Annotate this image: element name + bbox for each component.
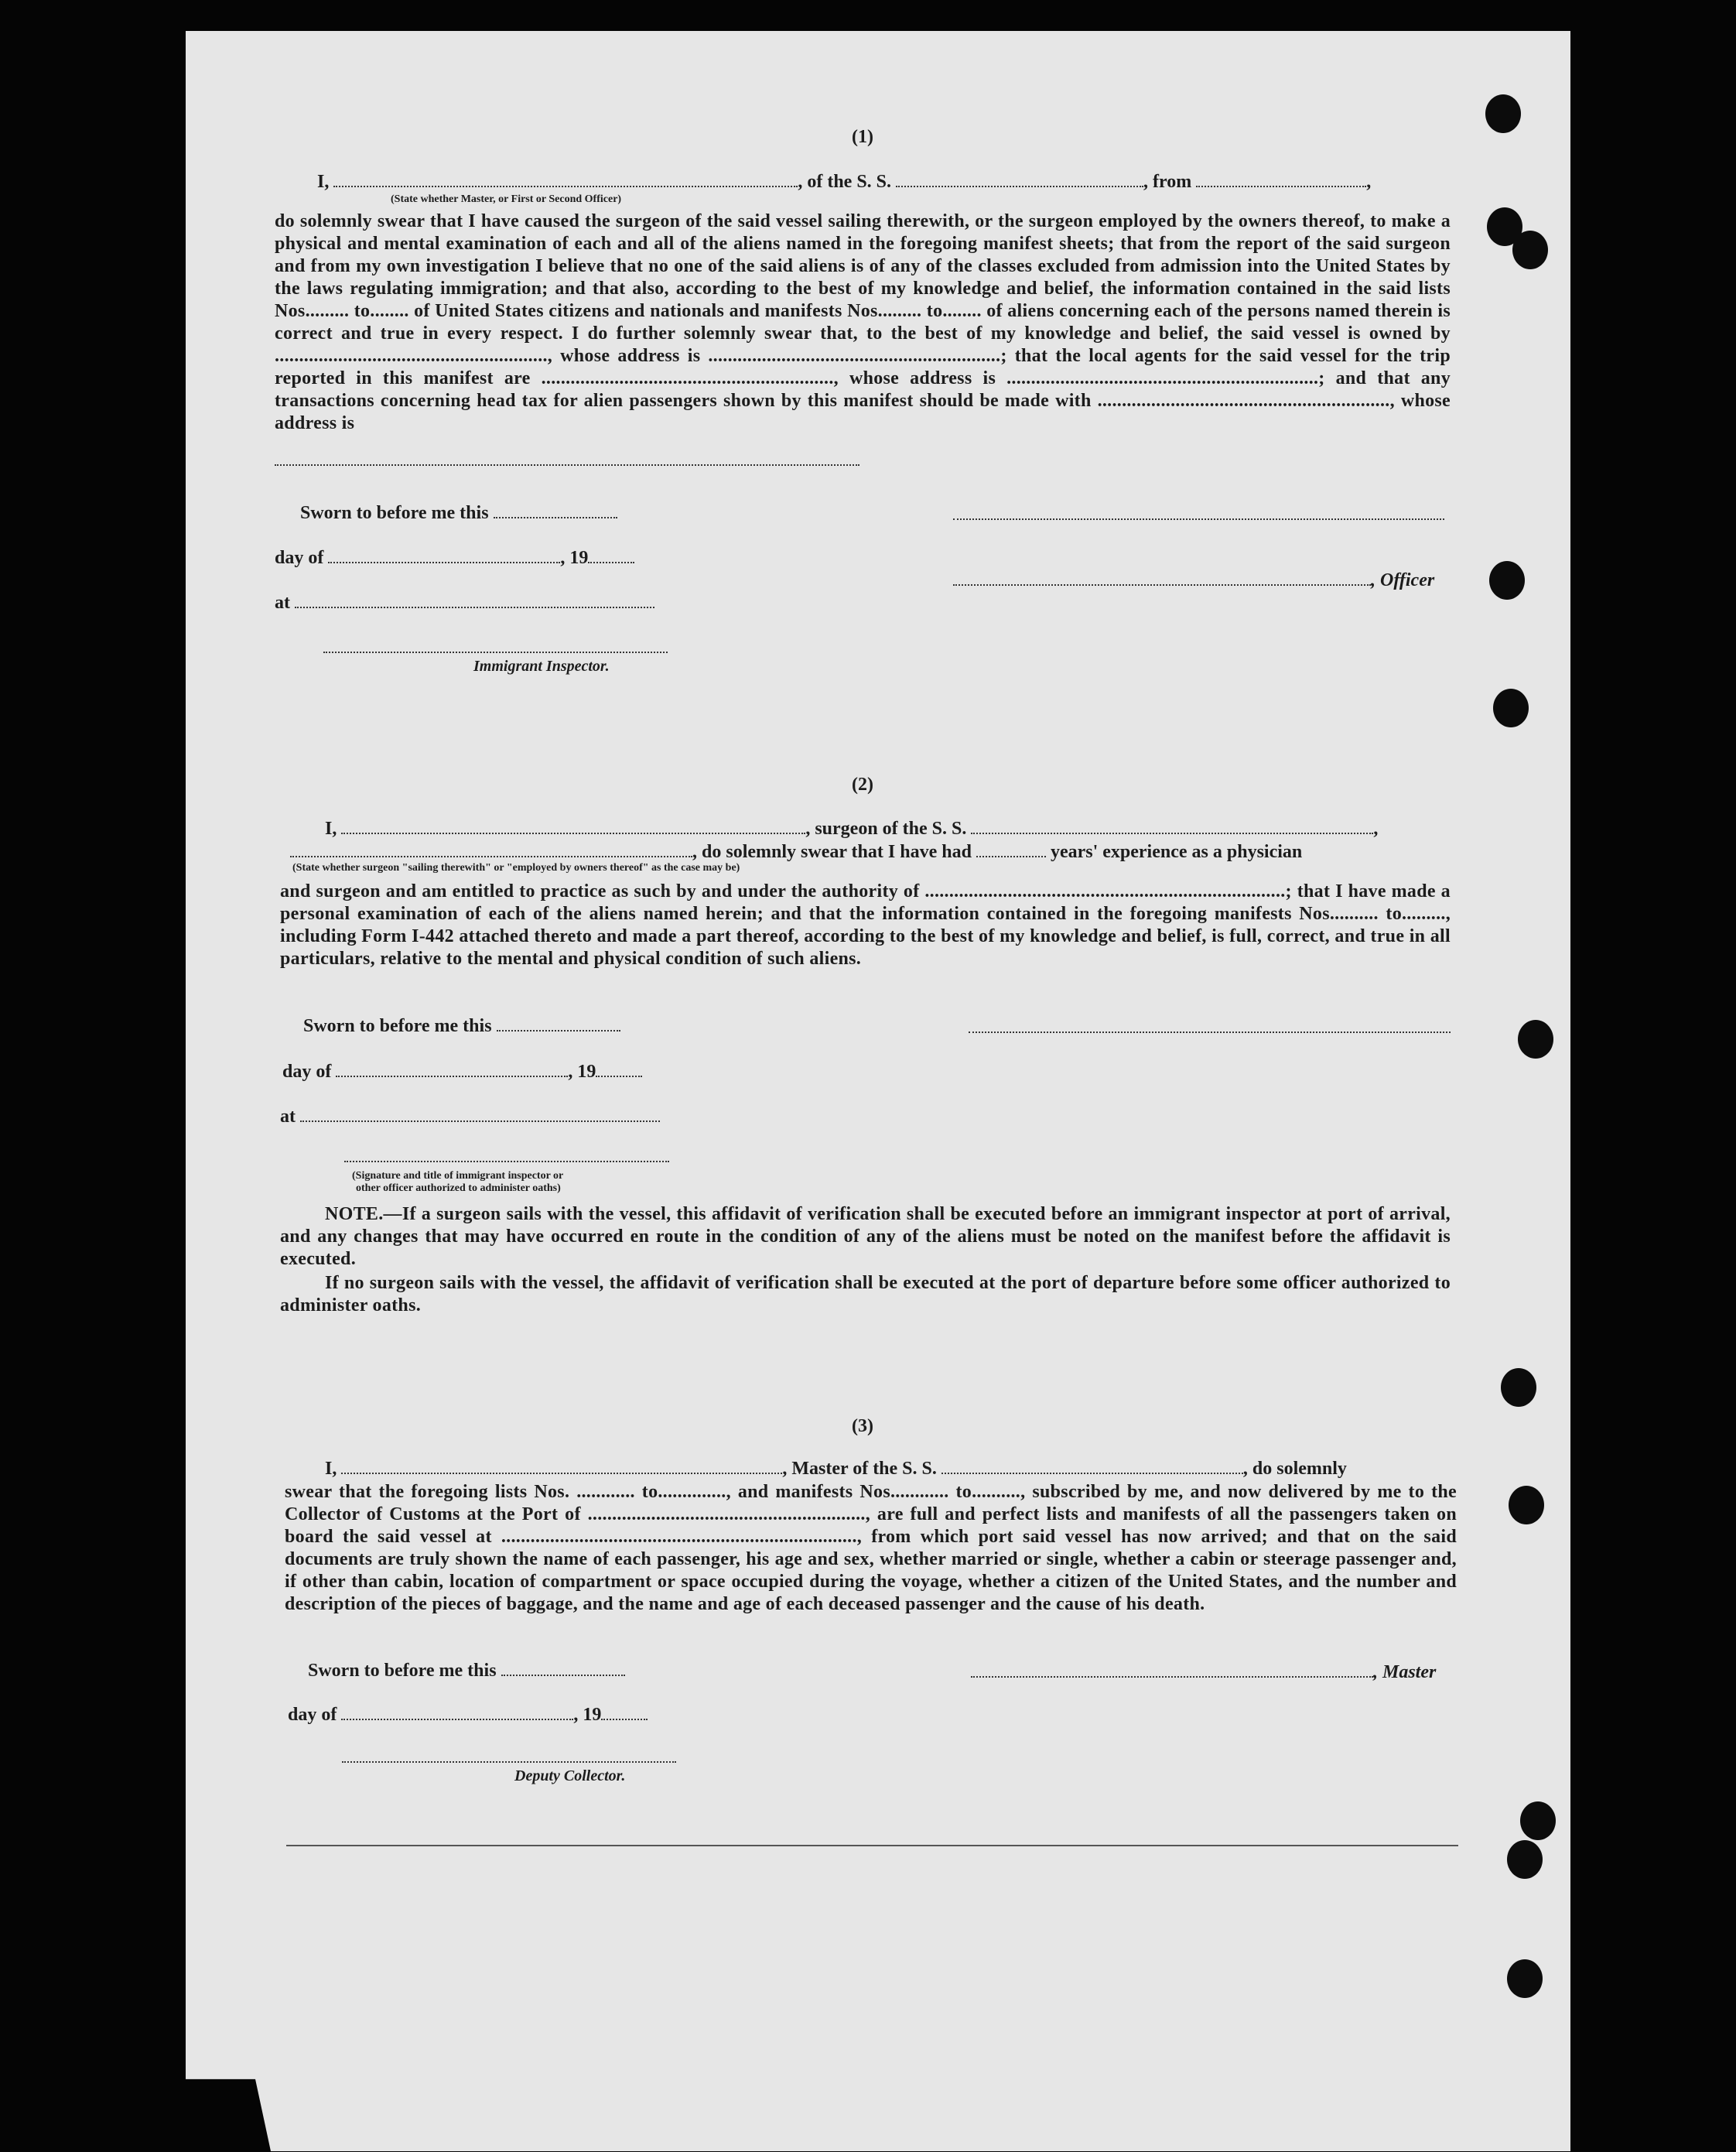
label-i: I, xyxy=(325,819,337,839)
section-2-at xyxy=(280,1107,660,1127)
surgeon-signature-line[interactable] xyxy=(969,1032,1451,1033)
master-name-field[interactable] xyxy=(333,172,798,187)
address-line[interactable] xyxy=(275,464,859,466)
footer-rule xyxy=(286,1845,1458,1846)
year-field[interactable] xyxy=(596,1062,642,1077)
years-field[interactable] xyxy=(976,842,1046,857)
day-of-label: day of xyxy=(282,1062,332,1082)
ship-name-field[interactable] xyxy=(896,172,1143,187)
year-field[interactable] xyxy=(588,548,634,563)
deputy-collector-label: Deputy Collector. xyxy=(514,1767,626,1784)
section-2-sworn xyxy=(303,1016,620,1037)
sworn-label: Sworn to before me this xyxy=(308,1661,497,1681)
section-2-body: and surgeon and am entitled to practice as such by and under the authority of ..........................................................................; that I have made a personal examination of each of the aliens named herein; and that the information contained in the foregoing manifests Nos.......... to........., including Form I-442 attached thereto and made a part thereof, according to the best of my knowledge and belief, is full, correct, and true in all particulars, relative to the mental and physical condition of such aliens. xyxy=(280,881,1451,969)
section-3-line-1 xyxy=(325,1459,1347,1480)
sworn-label: Sworn to before me this xyxy=(300,503,489,523)
label-from: , from xyxy=(1143,172,1192,192)
label-i: I, xyxy=(317,172,330,192)
label-surgeon: , surgeon of the S. S. xyxy=(805,819,967,839)
sworn-label: Sworn to before me this xyxy=(303,1016,492,1036)
punch-hole xyxy=(1520,1801,1556,1840)
label-solemnly: , do solemnly xyxy=(1242,1459,1347,1479)
at-place-field[interactable] xyxy=(300,1107,660,1122)
year-label: , 19 xyxy=(568,1062,596,1082)
master-name-field[interactable] xyxy=(341,1459,782,1474)
section-2-line-1: I, , surgeon of the S. S. , xyxy=(325,819,1379,839)
punch-hole xyxy=(1489,561,1525,600)
year-label: , 19 xyxy=(573,1705,602,1725)
label-ship: , of the S. S. xyxy=(798,172,892,192)
section-3-body: swear that the foregoing lists Nos. ............ to.............., and manifests Nos............ to.........., subscribed by me, and now delivered by me to the Collector of Customs at the Port of ........................................................., are full and perfect lists and manifests of all the passengers taken on board the said vessel at ........................................................................., from which port said vessel has now arrived; and that on the said documents are truly shown the name of each passenger, his age and sex, whether married or single, whether a cabin or steerage passenger and, if other than cabin, location of compartment or space occupied during the voyage, whether a citizen of the United States, and the number and description of the pieces of baggage, and the name and age of each deceased passenger and the cause of his death. xyxy=(285,1482,1457,1614)
punch-hole xyxy=(1501,1368,1536,1407)
label-i: I, xyxy=(325,1459,337,1479)
section-2-day xyxy=(282,1062,642,1083)
section-1-caption: (State whether Master, or First or Second Officer) xyxy=(391,193,622,205)
officer-signature-field[interactable] xyxy=(953,570,1371,586)
day-field[interactable] xyxy=(341,1705,573,1720)
sworn-date-field[interactable] xyxy=(497,1016,620,1032)
note-1: NOTE.—If a surgeon sails with the vessel, this affidavit of verification shall be executed before an immigrant inspector at port of arrival, and any changes that may have occurred en route in the condition of any of the aliens must be noted on the manifest before the affidavit is executed. xyxy=(280,1204,1451,1269)
from-port-field[interactable] xyxy=(1196,172,1366,187)
day-field[interactable] xyxy=(328,548,560,563)
collector-signature-line[interactable] xyxy=(342,1761,676,1763)
at-place-field[interactable] xyxy=(295,593,654,608)
at-label: at xyxy=(275,593,290,613)
signature-caption-2: other officer authorized to administer oaths) xyxy=(356,1182,561,1194)
label-years: years' experience as a physician xyxy=(1050,842,1303,862)
signature-caption-1: (Signature and title of immigrant inspector or xyxy=(352,1170,564,1182)
section-2-line-2 xyxy=(290,842,1302,863)
ship-name-field[interactable] xyxy=(941,1459,1243,1474)
officer-signature-line-1[interactable] xyxy=(953,518,1444,520)
year-label: , 19 xyxy=(560,548,589,568)
label-master: , Master of the S. S. xyxy=(782,1459,937,1479)
punch-hole xyxy=(1507,1840,1543,1879)
officer-signature xyxy=(953,570,1434,591)
section-1-day xyxy=(275,548,634,569)
section-1-number: (1) xyxy=(852,127,873,147)
day-of-label: day of xyxy=(275,548,324,568)
punch-hole xyxy=(1509,1486,1544,1524)
section-3-sworn xyxy=(308,1661,625,1682)
section-1-sworn xyxy=(300,503,617,524)
sworn-date-field[interactable] xyxy=(494,503,617,518)
punch-hole xyxy=(1512,231,1548,269)
inspector-signature-line[interactable] xyxy=(323,652,668,653)
section-1-body: do solemnly swear that I have caused the surgeon of the said vessel sailing therewith, or the surgeon employed by the owners thereof, to make a physical and mental examination of each and all of the aliens named in the foregoing manifest sheets; that from the report of the said surgeon and from my own investigation I believe that no one of the said aliens is of any of the classes excluded from admission into the United States by the laws regulating immigration; and that also, according to the best of my knowledge and belief, the information contained in the said lists Nos......... to........ of United States citizens and nationals and manifests Nos......... to........ of aliens concerning each of the persons named therein is correct and true in every respect. I do further solemnly swear that, to the best of my knowledge and belief, the said vessel is owned by ........................................................, whose address is ............................................................; that the local agents for the said vessel for the trip reported in this manifest are ............................................................, whose address is ................................................................; and that any transactions concerning head tax for alien passengers shown by this manifest should be made with ............................................................, whose address is xyxy=(275,211,1451,433)
section-1-line-1: I, , of the S. S. , from , xyxy=(317,172,1372,192)
label-swear: , do solemnly swear that I have had xyxy=(692,842,972,862)
day-field[interactable] xyxy=(336,1062,568,1077)
section-3-number: (3) xyxy=(852,1416,873,1436)
ship-name-field[interactable] xyxy=(971,819,1373,834)
year-field[interactable] xyxy=(601,1705,648,1720)
section-2-caption: (State whether surgeon "sailing therewith" or "employed by owners thereof" as the case may be) xyxy=(292,862,740,874)
sworn-date-field[interactable] xyxy=(501,1661,625,1676)
immigrant-inspector-label: Immigrant Inspector. xyxy=(473,658,610,675)
at-label: at xyxy=(280,1107,296,1127)
surgeon-name-field[interactable] xyxy=(341,819,805,834)
punch-hole xyxy=(1485,94,1521,133)
section-1-at xyxy=(275,593,654,614)
surgeon-status-field[interactable] xyxy=(290,842,692,857)
day-of-label: day of xyxy=(288,1705,337,1725)
punch-hole xyxy=(1507,1959,1543,1998)
master-label: , Master xyxy=(1373,1662,1437,1682)
master-signature-field[interactable] xyxy=(971,1662,1373,1678)
section-2-number: (2) xyxy=(852,775,873,795)
punch-hole xyxy=(1518,1020,1553,1059)
note-2: If no surgeon sails with the vessel, the affidavit of verification shall be executed at the port of departure before some officer authorized to administer oaths. xyxy=(280,1273,1451,1315)
section-3-day xyxy=(288,1705,648,1726)
punch-hole xyxy=(1493,689,1529,727)
inspector-signature-line[interactable] xyxy=(344,1161,669,1162)
officer-label: , Officer xyxy=(1371,570,1435,590)
master-signature xyxy=(971,1662,1436,1683)
